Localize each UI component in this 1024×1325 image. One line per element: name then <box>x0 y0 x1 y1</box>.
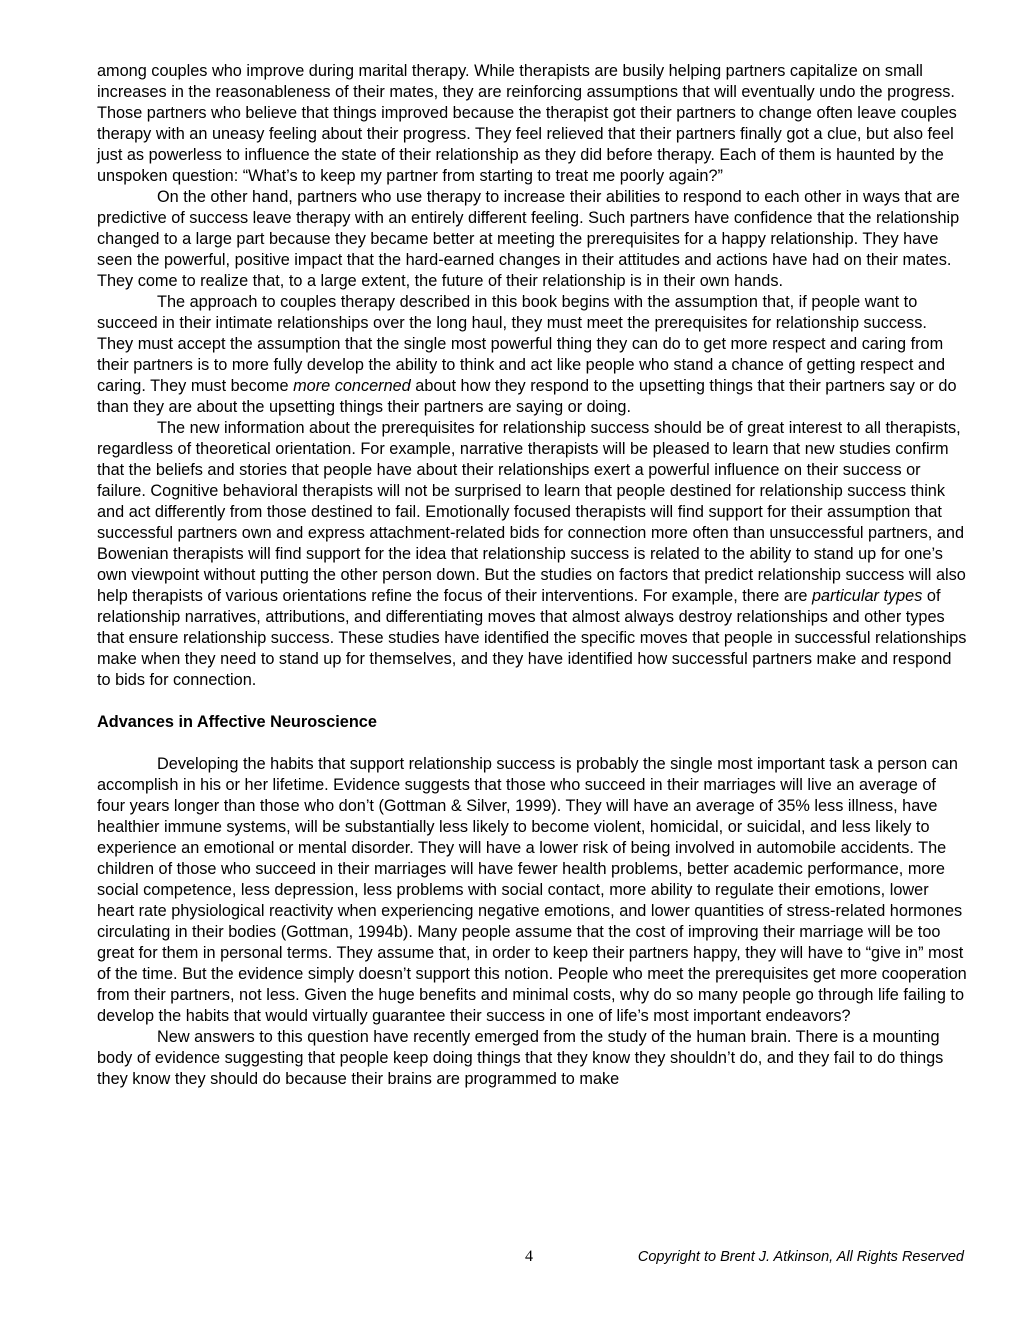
paragraph-approach-text-2: about how they respond to the upsetting things that their partners say or do than they are about the upsetting things their partners are saying or doing. <box>97 377 957 416</box>
paragraph-other-hand: On the other hand, partners who use therapy to increase their abilities to respond to each other in ways that are predictive of success leave therapy with an entirely different feeling. Such partners have confidence that the relationship changed to a large part because they became better at meeting the prerequisites for a happy relationship. They have seen the powerful, positive impact that the hard-earned changes in their attitudes and actions have had on their mates. They come to realize that, to a large extent, the future of their relationship is in their own hands. <box>97 188 960 290</box>
page-footer <box>0 1246 1024 1268</box>
paragraph-new-information-text-1: The new information about the prerequisites for relationship success should be of great interest to all therapists, regardless of theoretical orientation. For example, narrative therapists will be pleased to learn that new studies confirm that the beliefs and stories that people have about their relationships exert a powerful influence on their success or failure. Cognitive behavioral therapists will not be surprised to learn that people destined for relationship success think and act differently from those destined to fail. Emotionally focused therapists will find support for their assumption that successful partners own and express attachment-related bids for connection more often than unsuccessful partners, and Bowenian therapists will find support for the idea that relationship success is related to the ability to stand up for one’s own viewpoint without putting the other person down. But the studies on factors that predict relationship success will also help therapists of various orientations refine the focus of their interventions. For example, there are <box>97 419 966 605</box>
paragraph-approach <box>97 292 967 418</box>
paragraph-new-answers: New answers to this question have recently emerged from the study of the human brain. There is a mounting body of evidence suggesting that people keep doing things that they know they shouldn’t do, and they fail to do things they know they should do because their brains are programmed to make <box>97 1028 944 1088</box>
paragraph-continuation: among couples who improve during marital therapy. While therapists are busily helping partners capitalize on small increases in the reasonableness of their mates, they are reinforcing assumptions that will eventually undo the progress. Those partners who believe that things improved because the therapist got their partners to change often leave couples therapy with an uneasy feeling about their progress. They feel relieved that their partners finally got a clue, but also feel just as powerless to influence the state of their relationship as they did before therapy. Each of them is haunted by the unspoken question: “What’s to keep my partner from starting to treat me poorly again?” <box>97 62 957 185</box>
page-number: 4 <box>525 1248 533 1265</box>
paragraph-new-information-emphasis: particular types <box>811 587 923 605</box>
section-heading: Advances in Affective Neuroscience <box>97 713 377 731</box>
paragraph-approach-text-1: The approach to couples therapy described in this book begins with the assumption that, if people want to succeed in their intimate relationships over the long haul, they must meet the prerequisites for relationship success. They must accept the assumption that the single most powerful thing they can do to get more respect and caring from their partners is to more fully develop the ability to think and act like people who stand a chance of getting respect and caring. They must become <box>97 293 946 395</box>
paragraph-new-information-text-2: of relationship narratives, attributions, and differentiating moves that almost always destroy relationships and other types that ensure relationship success. These studies have identified the specific moves that people in successful relationships make when they need to stand up for themselves, and they have identified how successful partners make and respond to bids for connection. <box>97 587 967 689</box>
document-body <box>97 61 967 1090</box>
copyright-notice: Copyright to Brent J. Atkinson, All Rights Reserved <box>637 1249 964 1265</box>
paragraph-developing-habits: Developing the habits that support relationship success is probably the single most important task a person can accomplish in his or her lifetime. Evidence suggests that those who succeed in their marriages will live an average of four years longer than those who don’t (Gottman & Silver, 1999). They will have an average of 35% less illness, have healthier immune systems, will be substantially less likely to become violent, homicidal, or suicidal, and less likely to experience an emotional or mental disorder. They will have a lower risk of being involved in automobile accidents. The children of those who succeed in their marriages will have fewer health problems, better academic performance, more social competence, less depression, less problems with social contact, more ability to regulate their emotions, lower heart rate physiological reactivity when experiencing negative emotions, and lower quantities of stress-related hormones circulating in their bodies (Gottman, 1994b). Many people assume that the cost of improving their marriage will be too great for them in personal terms. They assume that, in order to keep their partners happy, they will have to “give in” most of the time. But the evidence simply doesn’t support this notion. People who meet the prerequisites get more cooperation from their partners, not less. Given the huge benefits and minimal costs, why do so many people go through life failing to develop the habits that would virtually guarantee their success in one of life’s most important endeavors? <box>97 755 967 1025</box>
paragraph-approach-emphasis: more concerned <box>293 377 411 395</box>
paragraph-new-information <box>97 418 967 691</box>
